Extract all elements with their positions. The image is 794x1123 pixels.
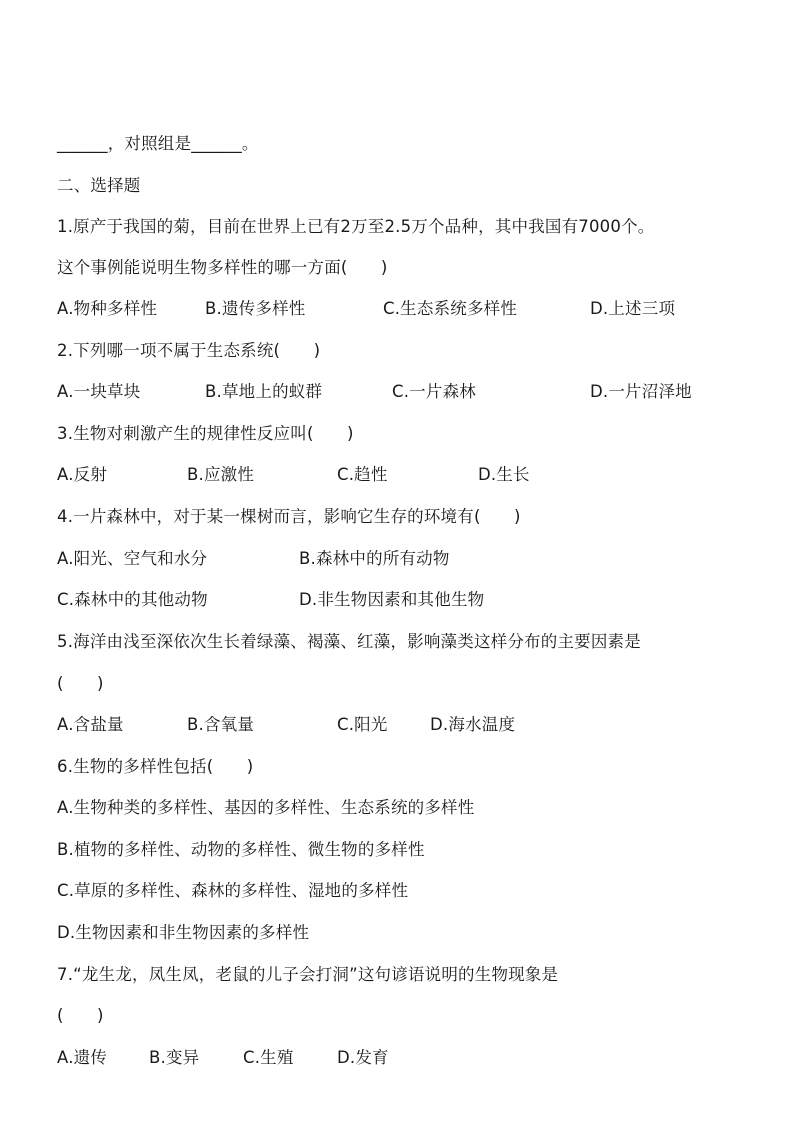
question-4-option-c: C.森林中的其他动物 bbox=[57, 590, 208, 609]
question-7-stem-line-1: 7.“龙生龙，凤生凤，老鼠的儿子会打洞”这句谚语说明的生物现象是 bbox=[57, 965, 559, 984]
question-6-option-b: B.植物的多样性、动物的多样性、微生物的多样性 bbox=[57, 840, 425, 859]
question-6-option-a: A.生物种类的多样性、基因的多样性、生态系统的多样性 bbox=[57, 798, 475, 817]
question-7-option-d: D.发育 bbox=[337, 1048, 389, 1067]
question-7-stem-line-2: ( ) bbox=[57, 1006, 104, 1025]
question-7-option-c: C.生殖 bbox=[243, 1048, 294, 1067]
question-5-option-a: A.含盐量 bbox=[57, 715, 124, 734]
question-4-option-b: B.森林中的所有动物 bbox=[299, 549, 450, 568]
question-6-option-c: C.草原的多样性、森林的多样性、湿地的多样性 bbox=[57, 881, 409, 900]
question-2-stem: 2.下列哪一项不属于生态系统( ) bbox=[57, 341, 321, 360]
question-5-stem-line-2: ( ) bbox=[57, 674, 104, 693]
question-6-option-d: D.生物因素和非生物因素的多样性 bbox=[57, 923, 310, 942]
question-4-stem: 4.一片森林中，对于某一棵树而言，影响它生存的环境有( ) bbox=[57, 507, 521, 526]
question-5-option-b: B.含氧量 bbox=[187, 715, 255, 734]
question-1-option-a: A.物种多样性 bbox=[57, 299, 158, 318]
question-6-stem: 6.生物的多样性包括( ) bbox=[57, 757, 254, 776]
question-4-option-d: D.非生物因素和其他生物 bbox=[299, 590, 485, 609]
question-5-option-d: D.海水温度 bbox=[430, 715, 516, 734]
question-1-option-b: B.遗传多样性 bbox=[205, 299, 306, 318]
question-2-option-d: D.一片沼泽地 bbox=[590, 382, 692, 401]
section-title: 二、选择题 bbox=[57, 176, 141, 195]
question-1-stem-line-1: 1.原产于我国的菊，目前在世界上已有2万至2.5万个品种，其中我国有7000个。 bbox=[57, 217, 655, 236]
question-2-option-a: A.一块草块 bbox=[57, 382, 141, 401]
question-3-option-d: D.生长 bbox=[478, 465, 530, 484]
question-2-option-b: B.草地上的蚁群 bbox=[205, 382, 323, 401]
question-5-stem-line-1: 5.海洋由浅至深依次生长着绿藻、褐藻、红藻，影响藻类这样分布的主要因素是 bbox=[57, 632, 641, 651]
question-7-option-b: B.变异 bbox=[149, 1048, 200, 1067]
question-2-option-c: C.一片森林 bbox=[392, 382, 476, 401]
question-3-option-c: C.趋性 bbox=[337, 465, 388, 484]
question-4-option-a: A.阳光、空气和水分 bbox=[57, 549, 208, 568]
question-1-option-d: D.上述三项 bbox=[590, 299, 676, 318]
question-1-stem-line-2: 这个事例能说明生物多样性的哪一方面( ) bbox=[57, 258, 388, 277]
question-3-option-b: B.应激性 bbox=[187, 465, 255, 484]
question-5-option-c: C.阳光 bbox=[337, 715, 388, 734]
question-1-option-c: C.生态系统多样性 bbox=[383, 299, 518, 318]
question-3-option-a: A.反射 bbox=[57, 465, 108, 484]
question-3-stem: 3.生物对刺激产生的规律性反应叫( ) bbox=[57, 424, 354, 443]
intro-line: ______，对照组是______。 bbox=[57, 134, 259, 153]
question-7-option-a: A.遗传 bbox=[57, 1048, 108, 1067]
